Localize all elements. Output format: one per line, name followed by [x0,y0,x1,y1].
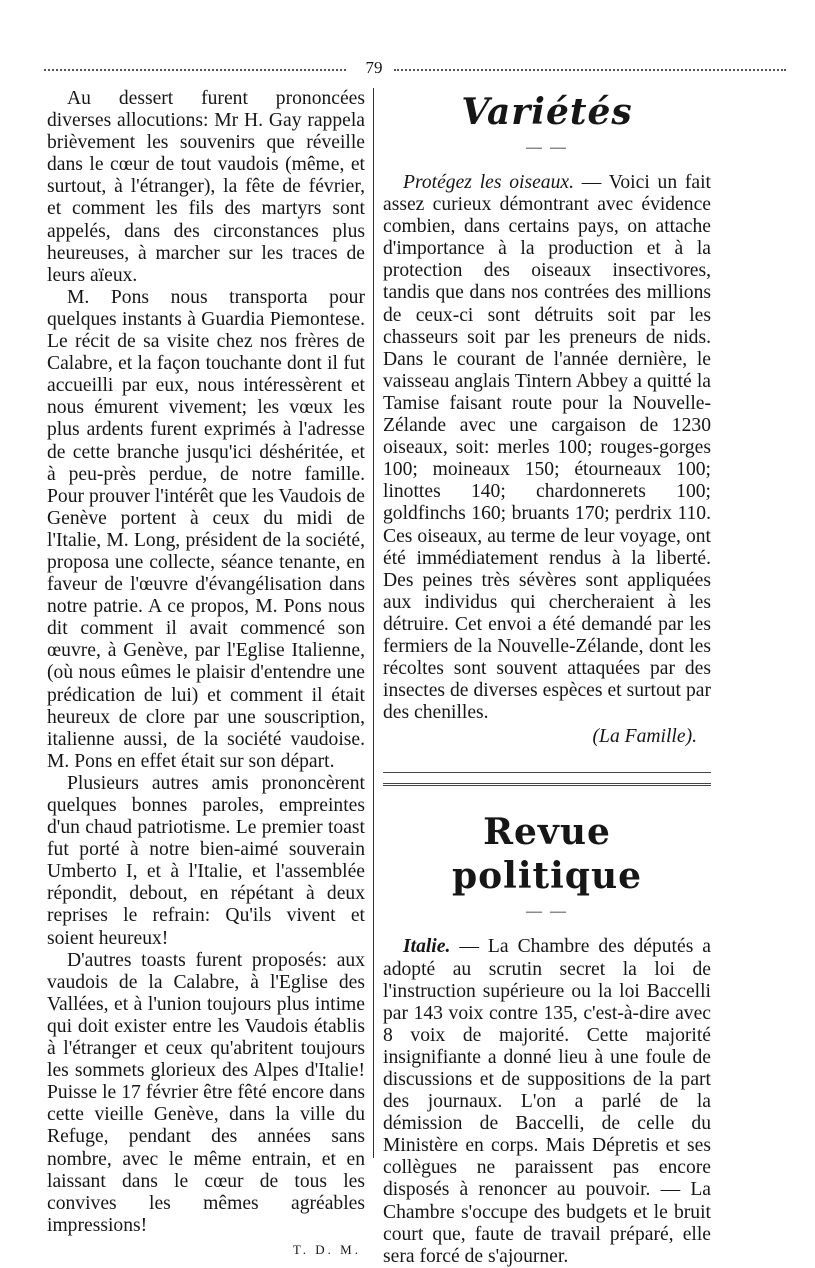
text-italie: — La Chambre des députés a adopté au scrutin secret la loi de l'instruction supérieure ou la loi Baccelli par 143 voix contre 135, c'est-à-dire avec 8 voix de majorité. Cette majorité insignifiante a donné lieu à une foule de discussions et de suppositions de la part des journaux. L'on a parlé de la démission de Baccelli, de celle du Ministère en corps. Mais Dépretis et ses collègues ne paraissent pas encore disposés à renoncer au pouvoir. — La Chambre s'occupe des budgets et le bruit court que, faute de travail préparé, elle sera forcé de s'ajourner. [383,936,711,1267]
paragraph-dessert: Au dessert furent prononcées diverses allocutions: Mr H. Gay rappela brièvement les souvenirs que réveille dans le cœur de tout vaudois (même, et surtout, à l'étranger), la fête de février, et comment les fils des martyrs sont appelés, dans des circonstances plus heureuses, à marcher sur les traces de leurs aïeux. [47,88,365,286]
text-oiseaux: — Voici un fait assez curieux démontrant avec évidence combien, dans certains pays, on attache d'importance à la production et à la protection des oiseaux insectivores, tandis que dans nos contrées des millions de ceux-ci sont détruits soit par les chasseurs soit par les preneurs de nids. Dans le courant de l'année dernière, le vaisseau anglais Tintern Abbey a quitté la Tamise faisant route pour la Nouvelle-Zélande avec une cargaison de 1230 oiseaux, soit: merles 100; rouges-gorges 100; moineaux 150; étourneaux 100; linottes 140; chardonnerets 100; goldfinchs 160; bruants 170; perdrix 110. Ces oiseaux, au terme de leur voyage, ont été immédiatement rendus à la liberté. Des peines très sévères sont appliquées aux individus qui chercheraient à les détruire. Cet envoi a été demandé par les fermiers de la Nouvelle-Zélande, dont les récoltes sont souvent attaquées par des insectes de diverses espèces et surtout par des chenilles. [383,172,711,724]
lead-oiseaux: Protégez les oiseaux. [403,172,574,193]
title-dash-2: — — [526,903,568,921]
paragraph-oiseaux [383,172,711,724]
section-separator [383,772,711,786]
signature: T. D. M. [292,1241,361,1257]
page-header [44,56,786,82]
paragraph-other-toasts: D'autres toasts furent proposés: aux vaudois de la Calabre, à l'Eglise des Vallées, et à l'union toujours plus intime qui doit exister entre les Vaudois établis à l'étranger et ceux qu'abritent toujours les sommets glorieux des Alpes d'Italie! Puisse le 17 février être fêté encore dans cette vieille Genève, dans la ville du Refuge, pendant des années sans nombre, avec le même entrain, et en laissant dans le cœur de tous les convives les mêmes agréables impressions! [47,949,365,1236]
section-title-revue: Revue politique [451,811,643,898]
left-column [47,88,365,1261]
page-number: 79 [365,58,383,77]
paragraph-italie [383,936,711,1267]
paragraph-pons: M. Pons nous transporta pour quelques instants à Guardia Piemontese. Le récit de sa visite chez nos frères de Calabre, et la façon touchante dont il fut accueilli par eux, nous intéressèrent et nous émurent vivement; les vœux les plus ardents furent exprimés à l'adresse de cette branche jusqu'ici déshéritée, et à peu-près perdue, de notre famille. Pour prouver l'intérêt que les Vaudois de Genève portent à ceux du midi de l'Italie, M. Long, président de la société, proposa une collecte, séance tenante, en faveur de l'œuvre d'évangélisation dans notre patrie. A ce propos, M. Pons nous dit comment il avait commencé son œuvre, à Genève, par l'Eglise Italienne, (où nous eûmes le plaisir d'entendre une prédication de lui) et comment il était heureux de clore par une souscription, italienne aussi, de la société vaudoise. M. Pons en effet était sur son départ. [47,286,365,772]
header-rule-left [44,69,346,71]
source-citation: (La Famille). [592,726,697,748]
paragraph-toast: Plusieurs autres amis prononcèrent quelques bonnes paroles, empreintes d'un chaud patriotisme. Le premier toast fut porté à notre bien-aimé souverain Umberto I, et à l'Italie, et l'assemblée répondit, debout, en répétant à deux reprises le refrain: Qu'ils vivent et soient heureux! [47,772,365,949]
section-title-varietes: Variétés [461,91,633,133]
title-dash: — — [526,139,568,156]
right-column [383,88,711,1268]
lead-italie: Italie. [403,936,451,958]
column-divider [373,88,374,1158]
header-rule-right [394,69,786,71]
